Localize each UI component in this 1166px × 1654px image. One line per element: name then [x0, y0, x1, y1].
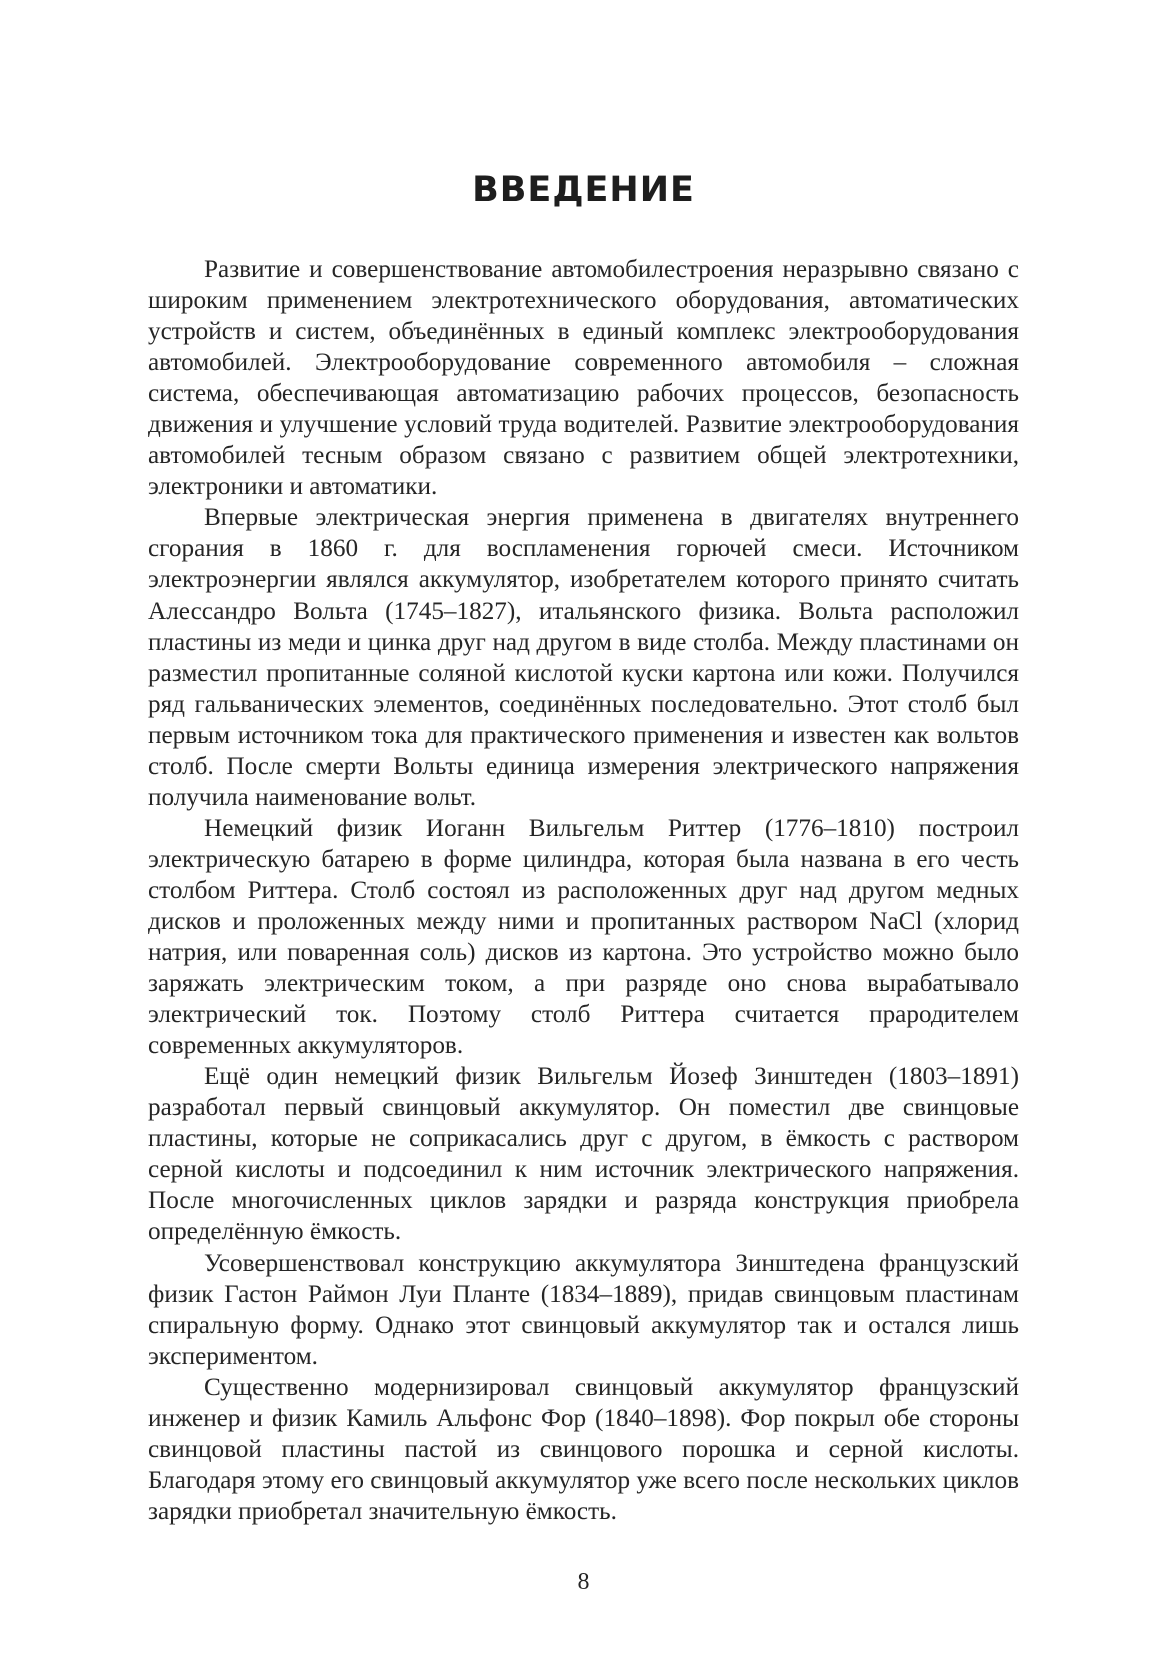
paragraph: Впервые электрическая энергия применена в двигателях внутреннего сгорания в 1860 г. для воспламенения горючей смеси. Источником электроэнергии являлся аккумулятор, изобретателем которого принято считать Алессандро Вольта (1745–1827), итальянского физика. Вольта расположил пластины из меди и цинка друг над другом в виде столба. Между пластинами он разместил пропитанные соляной кислотой куски картона или кожи. Получился ряд гальванических элементов, соединённых последовательно. Этот столб был первым источником тока для практического применения и известен как вольтов столб. После смерти Вольты единица измерения электрического напряжения получила наименование вольт. — [148, 504, 1019, 811]
document-page — [148, 0, 1019, 1654]
paragraph: Существенно модернизировал свинцовый аккумулятор французский инженер и физик Камиль Альфонс Фор (1840–1898). Фор покрыл обе стороны свинцовой пластины пастой из свинцового порошка и серной кислоты. Благодаря этому его свинцовый аккумулятор уже всего после нескольких циклов зарядки приобретал значительную ёмкость. — [148, 1373, 1019, 1525]
body-text — [148, 254, 1019, 1527]
page-number: 8 — [577, 1569, 590, 1595]
paragraph: Развитие и совершенствование автомобилестроения неразрывно связано с широким применением электротехнического оборудования, автоматических устройств и систем, объединённых в единый комплекс электрооборудования автомобилей. Электрооборудование современного автомобиля – сложная система, обеспечивающая автоматизацию рабочих процессов, безопасность движения и улучшение условий труда водителей. Развитие электрооборудования автомобилей тесным образом связано с развитием общей электротехники, электроники и автоматики. — [148, 256, 1019, 501]
page-title: ВВЕДЕНИЕ — [472, 170, 695, 210]
paragraph: Усовершенствовал конструкцию аккумулятора Зинштедена французский физик Гастон Раймон Луи Планте (1834–1889), придав свинцовым пластинам спиральную форму. Однако этот свинцовый аккумулятор так и остался лишь экспериментом. — [148, 1249, 1019, 1370]
paragraph: Немецкий физик Иоганн Вильгельм Риттер (1776–1810) построил электрическую батарею в форме цилиндра, которая была названа в его честь столбом Риттера. Столб состоял из расположенных друг над другом медных дисков и проложенных между ними и пропитанных раствором NaCl (хлорид натрия, или поваренная соль) дисков из картона. Это устройство можно было заряжать электрическим током, а при разряде оно снова вырабатывало электрический ток. Поэтому столб Риттера считается прародителем современных аккумуляторов. — [148, 814, 1019, 1060]
paragraph: Ещё один немецкий физик Вильгельм Йозеф Зинштеден (1803–1891) разработал первый свинцовый аккумулятор. Он поместил две свинцовые пластины, которые не соприкасались друг с другом, в ёмкость с раствором серной кислоты и подсоединил к ним источник электрического напряжения. После многочисленных циклов зарядки и разряда конструкция приобрела определённую ёмкость. — [148, 1063, 1019, 1246]
